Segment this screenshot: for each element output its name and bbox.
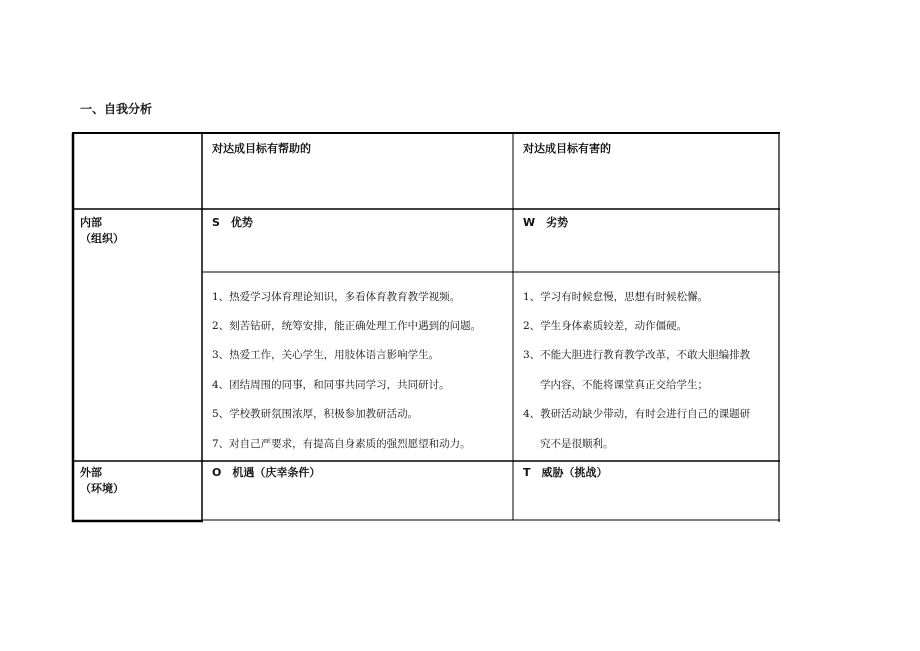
weakness-item: 4、教研活动缺少带动，有时会进行自己的课题研 (523, 408, 751, 420)
weakness-item: 2、学生身体素质较差，动作僵硬。 (523, 320, 688, 332)
weakness-item-continued: 究不是很顺利。 (540, 438, 614, 450)
weakness-item: 1、学习有时候怠慢，思想有时候松懈。 (523, 291, 709, 303)
header-harmful: 对达成目标有害的 (523, 142, 611, 155)
strength-item: 7、对自己严要求，有提高自身素质的强烈愿望和动力。 (212, 438, 471, 450)
threats-title: T 威胁（挑战） (523, 466, 608, 479)
external-label-sub: （环境） (80, 482, 124, 495)
weakness-item-continued: 学内容，不能将课堂真正交给学生； (540, 379, 708, 391)
internal-label: 内部 (80, 216, 102, 229)
header-helpful: 对达成目标有帮助的 (212, 142, 311, 155)
external-label: 外部 (80, 466, 102, 479)
section-title: 一、自我分析 (80, 102, 153, 116)
strengths-title: S 优势 (212, 216, 253, 229)
strength-item: 4、团结周围的同事，和同事共同学习，共同研讨。 (212, 379, 450, 391)
strength-item: 2、刻苦钻研，统筹安排，能正确处理工作中遇到的问题。 (212, 320, 482, 332)
strength-item: 1、热爱学习体育理论知识，多看体育教育教学视频。 (212, 291, 461, 303)
strength-item: 3、热爱工作，关心学生，用肢体语言影响学生。 (212, 349, 440, 361)
internal-label-sub: （组织） (80, 232, 124, 245)
opportunities-title: O 机遇（庆幸条件） (212, 466, 321, 479)
weakness-item: 3、不能大胆进行教育教学改革，不敢大胆编排教 (523, 349, 751, 361)
weaknesses-title: W 劣势 (523, 216, 569, 229)
strength-item: 5、学校教研氛围浓厚，积极参加教研活动。 (212, 408, 419, 420)
